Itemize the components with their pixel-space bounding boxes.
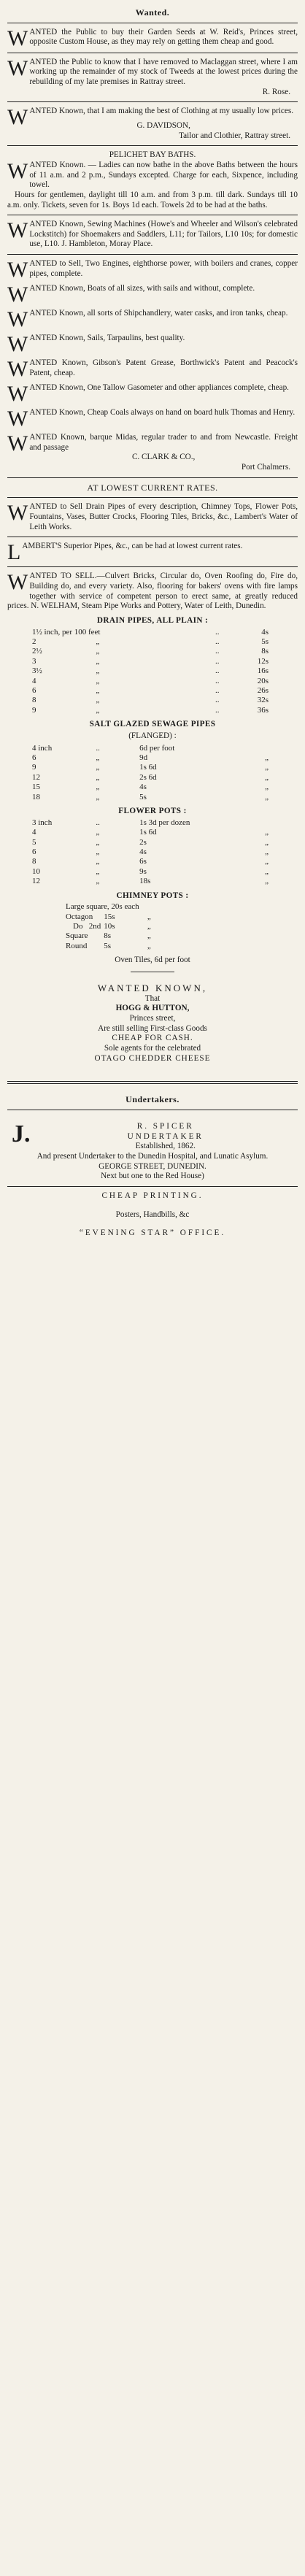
ad-text: ANTED Known, Gibson's Patent Grease, Borthwick's Patent and Peacock's Patent, cheap. (29, 358, 298, 377)
divider (7, 101, 298, 102)
chimney-pots-heading: CHIMNEY POTS : (116, 891, 189, 900)
rates-heading: AT LOWEST CURRENT RATES. (87, 482, 218, 493)
ad-davidson-clothing (7, 107, 298, 141)
drop-cap: W (7, 570, 28, 595)
ad-text: CHEAP FOR CASH. (112, 1034, 193, 1043)
ad-text: Posters, Handbills, &c (115, 1210, 190, 1219)
ad-culvert-bricks (7, 572, 298, 612)
drop-cap: W (7, 357, 28, 382)
divider (7, 145, 298, 146)
ad-name: C. CLARK & CO., (131, 453, 196, 462)
table-row: 4 „ .. 20s (32, 676, 269, 685)
table-row: 5 „ 2s „ (32, 837, 269, 847)
ad-text: ANTED Known, that I am making the best of Clothing at my usually low prices. (29, 107, 293, 116)
drop-cap: W (7, 105, 28, 130)
ad-text: ANTED the Public to buy their Garden Seeds at W. Reid's, Princes street, opposite Custom House, as they may rely on getting them cheap and good. (29, 27, 298, 47)
salt-glazed-table (7, 744, 298, 802)
ad-headline: CHEAP PRINTING. (101, 1191, 204, 1200)
divider (7, 1081, 298, 1084)
table-row: 8 „ .. 32s (32, 696, 269, 705)
ad-text: That (144, 993, 161, 1003)
table-row: 2½ „ .. 8s (32, 647, 269, 656)
drop-cap: W (7, 382, 28, 407)
divider (7, 477, 298, 478)
ad-signature: Tailor and Clothier, Rattray street. (179, 131, 290, 140)
ad-text: “EVENING STAR” OFFICE. (79, 1229, 226, 1238)
drop-cap: L (7, 540, 21, 565)
ad-text: Are still selling First-class Goods (98, 1023, 207, 1033)
drop-cap: W (7, 55, 28, 80)
ad-title: UNDERTAKER (127, 1131, 204, 1141)
table-row: 1½ inch, per 100 feet .. 4s (32, 627, 269, 637)
ad-hogg-hutton (7, 983, 298, 1064)
drop-cap: W (7, 158, 28, 183)
ad-coals (7, 407, 298, 431)
table-row: 6 „ 4s „ (32, 847, 269, 856)
ad-text: ANTED Known. — Ladies can now bathe in the above Baths between the hours of 11 a.m. and 2 p.m., Sundays excepted. Charge for each, Sixpence, including towel. (29, 160, 298, 190)
ad-signature: R. Rose. (262, 87, 290, 96)
ad-text: ANTED Known, all sorts of Shipchandlery, water casks, and iron tanks, cheap. (29, 309, 288, 318)
table-row: 3 inch .. 1s 3d per dozen (32, 818, 190, 827)
ad-text: ANTED the Public to know that I have removed to Maclaggan street, where I am working up the remainder of my stock of Tweeds at the lowest prices during the rebuilding of my late premises in Rattray street. (29, 57, 298, 86)
drop-cap: W (7, 258, 28, 282)
ad-name: R. SPICER (136, 1121, 194, 1131)
ad-grease (7, 357, 298, 382)
drop-cap: W (7, 431, 28, 456)
table-row: 8 „ 6s „ (32, 857, 269, 866)
ad-lambert-pipes (7, 540, 298, 565)
ad-rose-tweeds (7, 55, 298, 98)
table-row: 4 inch .. 6d per foot (32, 743, 175, 753)
drop-cap: W (7, 332, 28, 357)
drain-pipes-table (7, 628, 298, 716)
table-row: 9 „ 1s 6d „ (32, 763, 269, 772)
ad-street: Princes street, (129, 1014, 176, 1023)
ad-text: ANTED Known, Cheap Coals always on hand on board hulk Thomas and Henry. (29, 408, 296, 418)
table-row: 3 „ .. 12s (32, 656, 269, 666)
ad-title: PELICHET BAY BATHS. (109, 150, 196, 160)
table-row: 15 „ 4s „ (32, 783, 269, 792)
ad-firm-name: HOGG & HUTTON, (115, 1004, 190, 1013)
chimney-pots-table (7, 902, 298, 951)
ad-name: G. DAVIDSON, (136, 120, 190, 130)
ad-text: ANTED Known, Sewing Machines (Howe's and Wheeler and Wilson's celebrated Lockstitch) for Shoemakers and Saddlers, L11; for Tailors, L10 10s; for domestic use, L10. J. Hambleton, Moray Place. (29, 220, 298, 249)
ad-text: ANTED Known, barque Midas, regular trader to and from Newcastle. Freight and passage (29, 433, 298, 452)
ad-text: ANTED Known, One Tallow Gasometer and other appliances complete, cheap. (29, 383, 289, 393)
drop-cap: W (7, 501, 28, 526)
ad-signature: Port Chalmers. (241, 463, 290, 472)
ad-text: AMBERT'S Superior Pipes, &c., can be had at lowest current rates. (22, 542, 243, 551)
table-row: 18 „ 5s „ (32, 792, 269, 801)
ad-text: Established, 1862. (135, 1142, 196, 1151)
flower-pots-heading: FLOWER POTS : (118, 807, 187, 816)
table-row: 10 „ 9s „ (32, 866, 269, 876)
ad-engines (7, 259, 298, 280)
ad-gasometer (7, 382, 298, 407)
ad-text: Next but one to the Red House) (101, 1172, 204, 1181)
ad-drain-pipes (7, 502, 298, 532)
drop-cap: W (7, 26, 28, 50)
table-row: Round 5s „ (66, 941, 151, 950)
ad-text: ANTED to Sell, Two Engines, eighthorse power, with boilers and cranes, copper pipes, complete. (29, 259, 298, 278)
ad-text: And present Undertaker to the Dunedin Hospital, and Lunatic Asylum. (36, 1151, 269, 1161)
oven-tiles-line: Oven Tiles, 6d per foot (115, 956, 190, 965)
salt-glazed-heading: SALT GLAZED SEWAGE PIPES (89, 720, 216, 729)
drop-cap: W (7, 307, 28, 332)
ad-text: ANTED Known, Boats of all sizes, with sails and without, complete. (29, 284, 255, 293)
table-row: 6 „ 9d „ (32, 753, 269, 762)
table-row: 12 „ 2s 6d „ (32, 772, 269, 782)
table-row: 6 „ .. 26s (32, 686, 269, 696)
drop-cap: W (7, 282, 28, 307)
table-row: Square 8s „ (66, 931, 151, 941)
section-heading-wanted: Wanted. (135, 7, 170, 18)
flower-pots-table (7, 818, 298, 887)
ad-baths (7, 150, 298, 210)
ad-sewing-machines (7, 220, 298, 250)
table-row: Large square, 20s each (66, 902, 139, 912)
ad-text: ANTED Known, Sails, Tarpaulins, best quality. (29, 334, 185, 343)
table-row: 4 „ 1s 6d „ (32, 828, 269, 837)
table-row: 2 „ .. 5s (32, 637, 269, 647)
ad-text: ANTED TO SELL.—Culvert Bricks, Circular do, Oven Roofing do, Fire do, Building do, and every variety. Also, flooring for bakers' ovens with fire lamps together with service of competent person to erect same, at greatly reduced prices. N. WELHAM, Steam Pipe Works and Pottery, Water of Leith, Dunedin. (7, 572, 298, 611)
drain-pipes-heading: DRAIN PIPES, ALL PLAIN : (96, 615, 209, 625)
table-row: Octagon 15s „ (66, 912, 151, 921)
ad-text: GEORGE STREET, DUNEDIN. (99, 1161, 206, 1171)
ad-text: ANTED to Sell Drain Pipes of every description, Chimney Tops, Flower Pots, Fountains, Vases, Butter Crocks, Flooring Tiles, Bricks, &c., Lambert's Water of Leith Works. (29, 502, 298, 531)
salt-glazed-subheading: (FLANGED) : (128, 731, 177, 740)
drop-cap: W (7, 218, 28, 243)
divider (7, 566, 298, 567)
drop-cap: W (7, 407, 28, 431)
ad-ship-chandlery (7, 307, 298, 332)
ad-headline: WANTED KNOWN, (97, 982, 208, 993)
table-row: 3½ „ .. 16s (32, 666, 269, 676)
ad-text-continued: Hours for gentlemen, daylight till 10 a.m. and from 3 p.m. till dark. Sundays till 10 a.m. only. Tickets, seven for 1s. Boys 1d each. Towels 2d to be had at the baths. (7, 190, 298, 209)
divider (7, 254, 298, 255)
divider (7, 1186, 298, 1187)
section-heading-undertakers: Undertakers. (126, 1094, 179, 1105)
divider (7, 497, 298, 498)
ad-cheap-printing (7, 1191, 298, 1239)
ad-initial: J. (12, 1120, 31, 1147)
ad-barque-midas (7, 433, 298, 473)
ad-sails (7, 332, 298, 357)
ad-spicer-undertaker (7, 1122, 298, 1182)
table-row: Do 2nd 10s „ (73, 922, 151, 931)
table-row: 12 „ 18s „ (32, 877, 269, 886)
ad-text: Sole agents for the celebrated (104, 1044, 201, 1053)
table-row: 9 „ .. 36s (32, 705, 269, 715)
ad-text: OTAGO CHEDDER CHEESE (94, 1053, 211, 1063)
ad-boats (7, 282, 298, 307)
ad-reid-seeds (7, 28, 298, 48)
